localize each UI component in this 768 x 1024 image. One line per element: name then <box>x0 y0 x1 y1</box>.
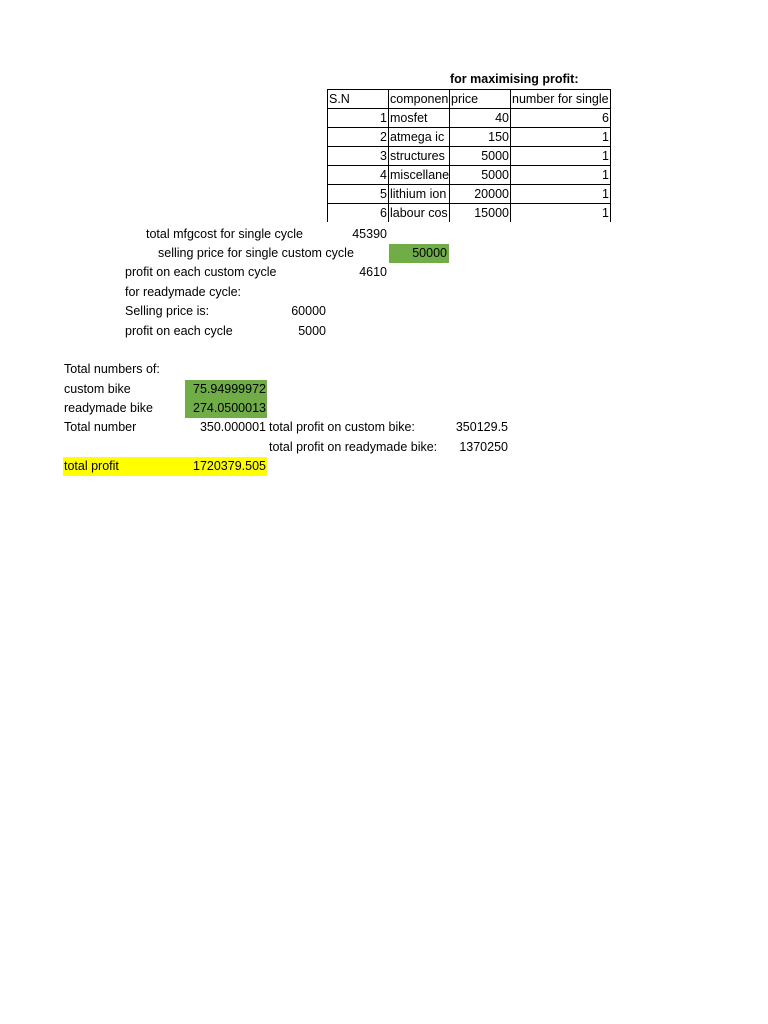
table-cell-component[interactable]: mosfet <box>388 108 449 127</box>
table-cell-sn[interactable]: 4 <box>327 165 388 184</box>
readymade-bike-input-cell[interactable]: 274.0500013 <box>185 399 267 418</box>
table-cell-component[interactable]: lithium ion <box>388 184 449 203</box>
total-profit-value[interactable]: 1720379.505 <box>185 457 267 476</box>
total-profit-readymade-label: total profit on readymade bike: <box>269 440 438 454</box>
readymade-section-label: for readymade cycle: <box>125 285 242 299</box>
custom-bike-input-cell[interactable]: 75.94999972 <box>185 380 267 399</box>
table-cell-number[interactable]: 6 <box>510 108 611 127</box>
table-header-number[interactable]: number for single <box>510 89 611 108</box>
table-cell-sn[interactable]: 1 <box>327 108 388 127</box>
table-cell-price[interactable]: 5000 <box>449 146 510 165</box>
table-cell-sn[interactable]: 5 <box>327 184 388 203</box>
table-cell-component[interactable]: labour cos <box>388 203 449 222</box>
total-profit-label: total profit <box>63 457 185 476</box>
custom-sell-input-cell[interactable]: 50000 <box>389 244 449 263</box>
table-cell-price[interactable]: 150 <box>449 127 510 146</box>
readymade-bike-label: readymade bike <box>64 401 153 415</box>
table-cell-number[interactable]: 1 <box>510 165 611 184</box>
totals-heading: Total numbers of: <box>64 362 160 376</box>
table-cell-component[interactable]: structures <box>388 146 449 165</box>
table-cell-number[interactable]: 1 <box>510 146 611 165</box>
table-cell-price[interactable]: 5000 <box>449 165 510 184</box>
custom-sell-label: selling price for single custom cycle <box>158 246 354 260</box>
table-cell-component[interactable]: miscellane <box>388 165 449 184</box>
custom-profit-label: profit on each custom cycle <box>125 265 277 279</box>
table-cell-price[interactable]: 40 <box>449 108 510 127</box>
table-cell-component[interactable]: atmega ic <box>388 127 449 146</box>
custom-bike-label: custom bike <box>64 382 131 396</box>
total-profit-custom-label: total profit on custom bike: <box>269 420 415 434</box>
table-cell-price[interactable]: 20000 <box>449 184 510 203</box>
table-cell-number[interactable]: 1 <box>510 127 611 146</box>
total-profit-custom-value[interactable]: 350129.5 <box>455 420 508 434</box>
table-header-price[interactable]: price <box>449 89 510 108</box>
table-cell-number[interactable]: 1 <box>510 203 611 222</box>
table-cell-sn[interactable]: 3 <box>327 146 388 165</box>
mfg-cost-value[interactable]: 45390 <box>352 227 387 241</box>
mfg-cost-label: total mfgcost for single cycle <box>146 227 304 241</box>
table-title: for maximising profit: <box>450 72 579 86</box>
table-cell-number[interactable]: 1 <box>510 184 611 203</box>
total-number-value[interactable]: 350.000001 <box>199 420 266 434</box>
table-cell-sn[interactable]: 2 <box>327 127 388 146</box>
readymade-sell-value[interactable]: 60000 <box>291 304 326 318</box>
table-header-component[interactable]: componen <box>388 89 449 108</box>
readymade-profit-value[interactable]: 5000 <box>298 324 326 338</box>
table-header-sn[interactable]: S.N <box>327 89 388 108</box>
custom-profit-value[interactable]: 4610 <box>359 265 387 279</box>
table-cell-price[interactable]: 15000 <box>449 203 510 222</box>
table-cell-sn[interactable]: 6 <box>327 203 388 222</box>
total-number-label: Total number <box>64 420 137 434</box>
readymade-sell-label: Selling price is: <box>125 304 210 318</box>
total-profit-readymade-value[interactable]: 1370250 <box>459 440 508 454</box>
readymade-profit-label: profit on each cycle <box>125 324 233 338</box>
